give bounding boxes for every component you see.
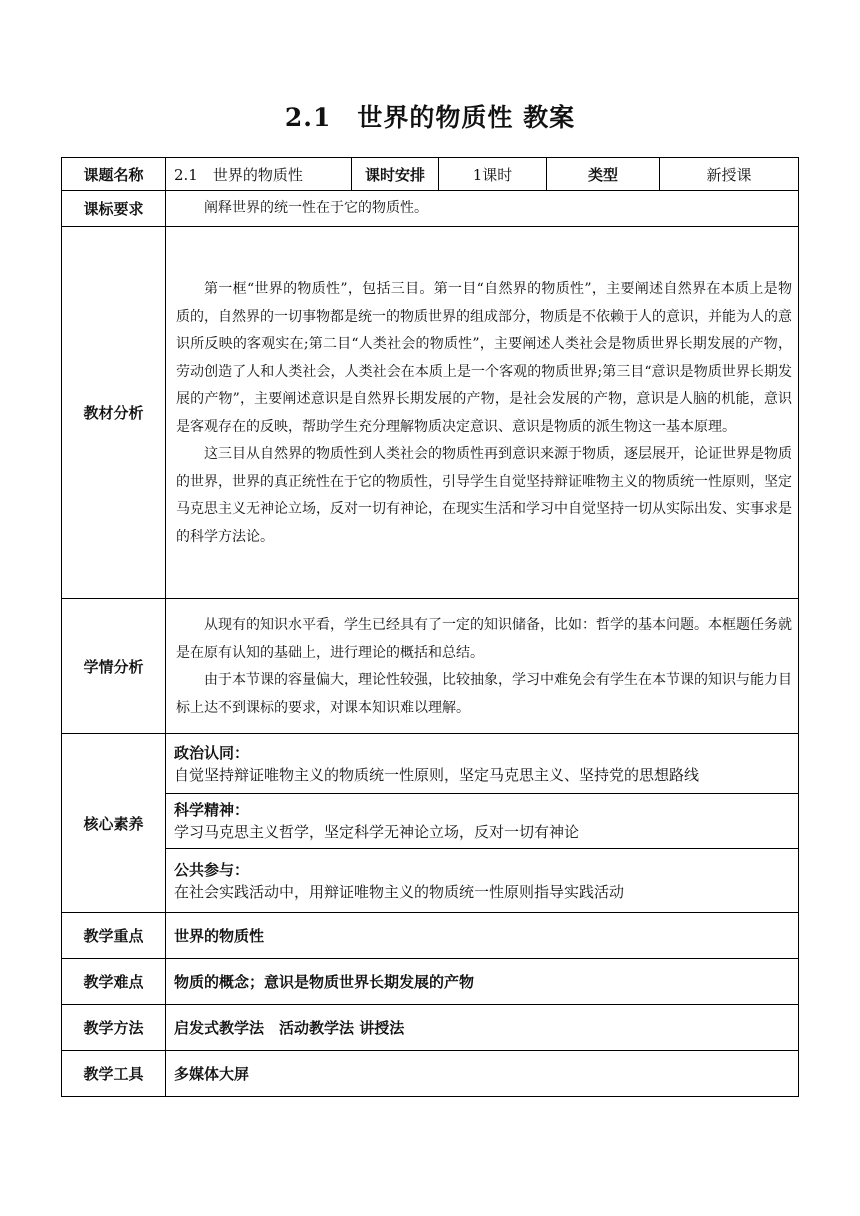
schedule-label: 课时安排 [352, 158, 439, 191]
page-title: 2.1 世界的物质性 教案 [284, 103, 576, 132]
core-item [166, 849, 799, 913]
core-item-heading: 科学精神： [174, 801, 250, 819]
method-row [62, 1005, 799, 1051]
textbook-label: 教材分析 [62, 227, 166, 599]
tools-label: 教学工具 [62, 1051, 166, 1097]
method-text: 启发式教学法 活动教学法 讲授法 [166, 1005, 799, 1051]
students-paragraph: 从现有的知识水平看，学生已经具有了一定的知识储备，比如：哲学的基本问题。本框题任务就是在原有认知的基础上，进行理论的概括和总结。 [176, 617, 792, 661]
difficulty-row [62, 959, 799, 1005]
type-value: 新授课 [660, 158, 799, 191]
core-row [62, 734, 799, 794]
topic-value: 2.1 世界的物质性 [166, 158, 352, 191]
core-item-heading: 公共参与： [174, 860, 250, 879]
students-cell [166, 599, 799, 734]
difficulty-text: 物质的概念；意识是物质世界长期发展的产物 [166, 959, 799, 1005]
textbook-paragraph: 这三目从自然界的物质性到人类社会的物质性再到意识来源于物质，逐层展开，论证世界是物质的世界，世界的真正统性在于它的物质性，引导学生自觉坚持辩证唯物主义的物质统一性原则，坚定马克思主义无神论立场，反对一切有神论，在现实生活和学习中自觉坚持一切从实际出发、实事求是的科学方法论。 [176, 446, 792, 545]
type-label: 类型 [547, 158, 660, 191]
tools-text: 多媒体大屏 [166, 1051, 799, 1097]
standard-text: 阐释世界的统一性在于它的物质性。 [204, 199, 428, 216]
core-item [166, 794, 799, 849]
header-row [62, 158, 799, 191]
schedule-value: 1课时 [439, 158, 547, 191]
core-item-text: 学习马克思主义哲学，坚定科学无神论立场，反对一切有神论 [174, 823, 580, 841]
students-paragraph: 由于本节课的容量偏大，理论性较强，比较抽象，学习中难免会有学生在本节课的知识与能力目标上达不到课标的要求，对课本知识难以理解。 [176, 672, 792, 716]
standard-cell [166, 191, 799, 227]
lesson-plan-table [61, 157, 799, 1097]
topic-label: 课题名称 [62, 158, 166, 191]
core-item [166, 734, 799, 794]
textbook-cell [166, 227, 799, 599]
students-label: 学情分析 [62, 599, 166, 734]
textbook-paragraph: 第一框“世界的物质性”，包括三目。第一目“自然界的物质性”，主要阐述自然界在本质上是物质的，自然界的一切事物都是统一的物质世界的组成部分，物质是不依赖于人的意识，并能为人的意识所反映的客观实在;第二目“人类社会的物质性”，主要阐述人类社会是物质世界长期发展的产物，劳动创造了人和人类社会，人类社会在本质上是一个客观的物质世界;第三目“意识是物质世界长期发展的产物”，主要阐述意识是自然界长期发展的产物，是社会发展的产物，意识是人脑的机能，意识是客观存在的反映，帮助学生充分理解物质决定意识、意识是物质的派生物这一基本原理。 [176, 281, 792, 435]
standard-label: 课标要求 [62, 191, 166, 227]
core-row [62, 794, 799, 849]
key-point-text: 世界的物质性 [166, 913, 799, 959]
method-label: 教学方法 [62, 1005, 166, 1051]
core-item-text: 在社会实践活动中，用辩证唯物主义的物质统一性原则指导实践活动 [174, 882, 625, 901]
core-label: 核心素养 [62, 734, 166, 913]
difficulty-label: 教学难点 [62, 959, 166, 1005]
key-point-label: 教学重点 [62, 913, 166, 959]
tools-row [62, 1051, 799, 1097]
core-item-text: 自觉坚持辩证唯物主义的物质统一性原则，坚定马克思主义、坚持党的思想路线 [174, 765, 700, 784]
textbook-row [62, 227, 799, 599]
key-point-row [62, 913, 799, 959]
students-row [62, 599, 799, 734]
core-row [62, 849, 799, 913]
core-item-heading: 政治认同： [174, 743, 250, 762]
standard-row [62, 191, 799, 227]
